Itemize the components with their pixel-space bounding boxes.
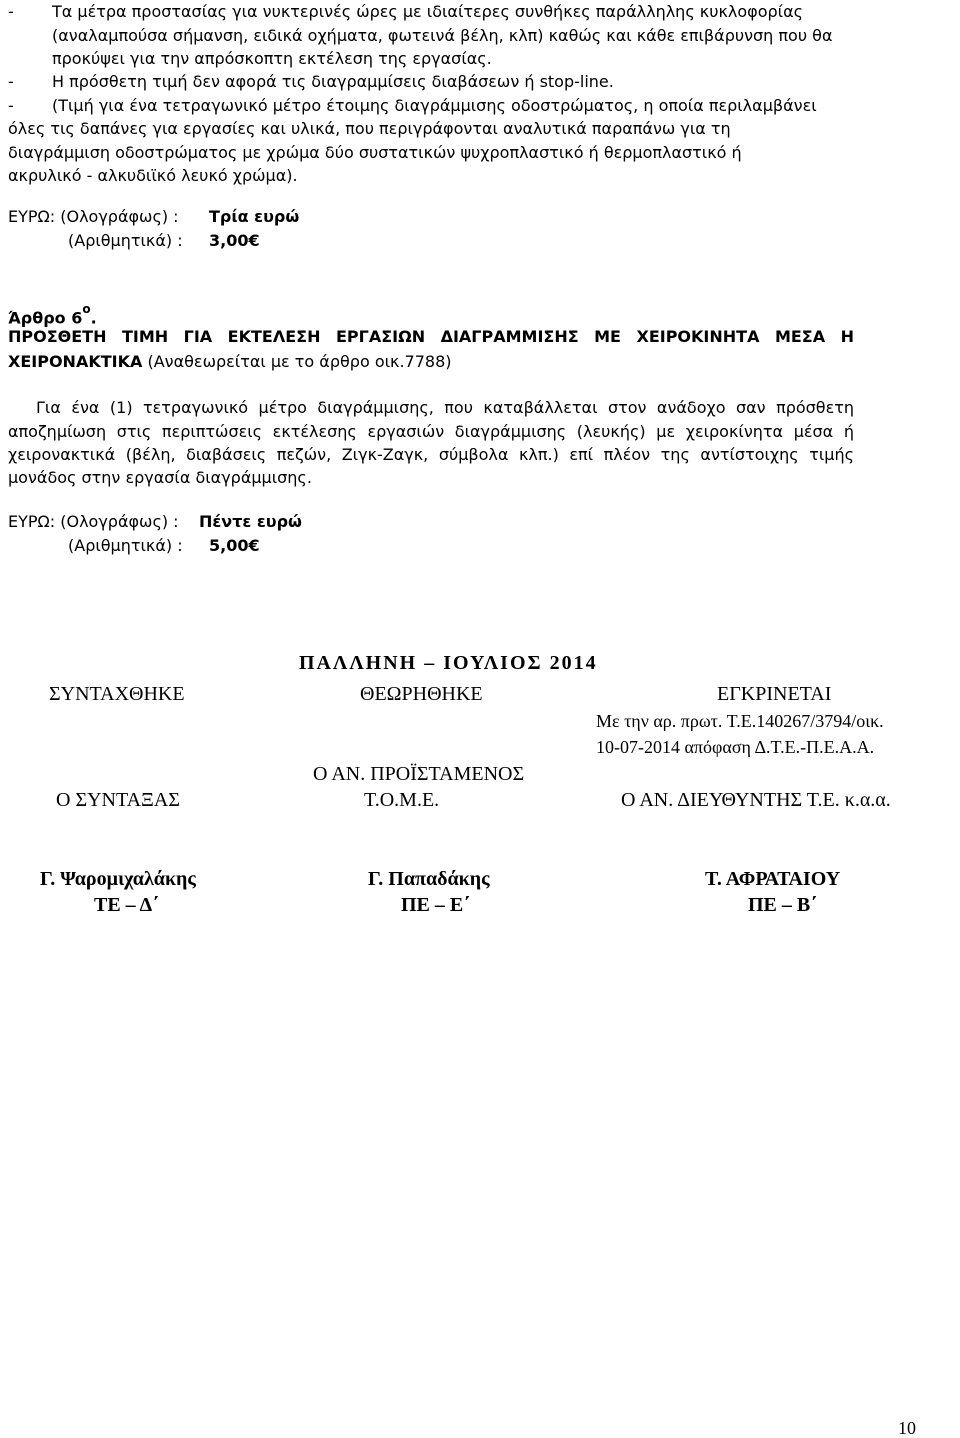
price-value-digits: 3,00€ <box>209 231 260 250</box>
article-para-line-4: μονάδος στην εργασία διαγράμμισης. <box>8 468 312 487</box>
signature-col-2-role-line-1: Ο ΑΝ. ΠΡΟΪΣΤΑΜΕΝΟΣ <box>313 763 525 785</box>
bullet-3-line-3: διαγράμμιση οδοστρώματος με χρώμα δύο συστατικών ψυχροπλαστικό ή θερμοπλαστικό ή <box>8 143 742 162</box>
price-value-words: Τρία ευρώ <box>209 207 300 226</box>
bullet-3-line-1: (Τιμή για ένα τετραγωνικό μέτρο έτοιμης διαγράμμισης οδοστρώματος, η οποία περιλαμβάνει <box>52 96 817 115</box>
signature-col-2-heading: ΘΕΩΡΗΘΗΚΕ <box>360 683 483 705</box>
place-date: ΠΑΛΛΗΝΗ – ΙΟΥΛΙΟΣ 2014 <box>299 652 598 674</box>
price-label-words: ΕΥΡΩ: (Ολογράφως) : <box>8 512 179 531</box>
bullet-1-line-3: προκύψει για την απρόσκοπτη εκτέλεση της εργασίας. <box>52 49 492 68</box>
signature-col-1-rank: ΤΕ – Δ΄ <box>94 894 159 916</box>
article-title-line-2: ΧΕΙΡΟΝΑΚΤΙΚΑ (Αναθεωρείται με το άρθρο οικ.7788) <box>8 352 452 371</box>
signature-col-3-heading: ΕΓΚΡΙΝΕΤΑΙ <box>717 683 832 705</box>
article-ordinal: ο <box>82 302 91 316</box>
bullet-dash: - <box>8 2 14 21</box>
article-para-line-3: χειρονακτικά (βέλη, διαβάσεις πεζών, Ζιγκ-Ζαγκ, σύμβολα κλπ.) επί πλέον της αντίστοιχης τιμής <box>8 445 854 464</box>
signature-col-1-heading: ΣΥΝΤΑΧΘΗΚΕ <box>49 683 185 705</box>
euro-sign: € <box>248 231 260 250</box>
approval-ref-line-1: Με την αρ. πρωτ. Τ.Ε.140267/3794/οικ. <box>596 711 884 731</box>
bullet-2-line-1: Η πρόσθετη τιμή δεν αφορά τις διαγραμμίσεις διαβάσεων ή stop-line. <box>52 72 614 91</box>
page-number: 10 <box>898 1418 916 1438</box>
signature-col-3-name: Τ. ΑΦΡΑΤΑΙΟΥ <box>705 868 841 890</box>
signature-col-2-role-line-2: Τ.Ο.Μ.Ε. <box>364 789 440 811</box>
price-label-digits: (Αριθμητικά) : <box>68 231 183 250</box>
bullet-dash: - <box>8 96 14 115</box>
euro-sign: € <box>248 536 260 555</box>
signature-col-1-role: Ο ΣΥΝΤΑΞΑΣ <box>56 789 180 811</box>
approval-ref-line-2: 10-07-2014 απόφαση Δ.Τ.Ε.-Π.Ε.Α.Α. <box>596 737 875 757</box>
signature-col-3-role: Ο ΑΝ. ΔΙΕΥΘΥΝΤΗΣ Τ.Ε. κ.α.α. <box>621 789 891 811</box>
bullet-3-line-2: όλες τις δαπάνες για εργασίες και υλικά, που περιγράφονται αναλυτικά παραπάνω για τη <box>8 119 731 138</box>
signature-col-1-name: Γ. Ψαρομιχαλάκης <box>40 868 196 890</box>
signature-col-3-rank: ΠΕ – Β΄ <box>748 894 817 916</box>
article-title-line-1: ΠΡΟΣΘΕΤΗ ΤΙΜΗ ΓΙΑ ΕΚΤΕΛΕΣΗ ΕΡΓΑΣΙΩΝ ΔΙΑΓΡΑΜΜΙΣΗΣ ΜΕ ΧΕΙΡΟΚΙΝΗΤΑ ΜΕΣΑ Η <box>8 327 854 346</box>
bullet-3-line-4: ακρυλικό - αλκυδιϊκό λευκό χρώμα). <box>8 166 298 185</box>
signature-col-2-rank: ΠΕ – Ε΄ <box>401 894 470 916</box>
article-para-line-1: Για ένα (1) τετραγωνικό μέτρο διαγράμμισης, που καταβάλλεται στον ανάδοχο σαν πρόσθετη <box>36 398 854 417</box>
price-label-digits: (Αριθμητικά) : <box>68 536 183 555</box>
signature-col-2-name: Γ. Παπαδάκης <box>368 868 490 890</box>
bullet-dash: - <box>8 72 14 91</box>
price-label-words: ΕΥΡΩ: (Ολογράφως) : <box>8 207 179 226</box>
bullet-1-line-2: (αναλαμπούσα σήμανση, ειδικά οχήματα, φωτεινά βέλη, κλπ) καθώς και κάθε επιβάρυνση που θα <box>52 26 833 45</box>
price-value-words: Πέντε ευρώ <box>199 512 302 531</box>
price-value-digits: 5,00€ <box>209 536 260 555</box>
article-heading: Άρθρο $6^o$. <box>8 302 97 328</box>
article-para-line-2: αποζημίωση στις περιπτώσεις εκτέλεσης εργασιών διαγράμμισης (λευκής) με χειροκίνητα μέσα ή <box>8 422 854 441</box>
bullet-1-line-1: Τα μέτρα προστασίας για νυκτερινές ώρες με ιδιαίτερες συνθήκες παράλληλης κυκλοφορίας <box>52 2 804 21</box>
